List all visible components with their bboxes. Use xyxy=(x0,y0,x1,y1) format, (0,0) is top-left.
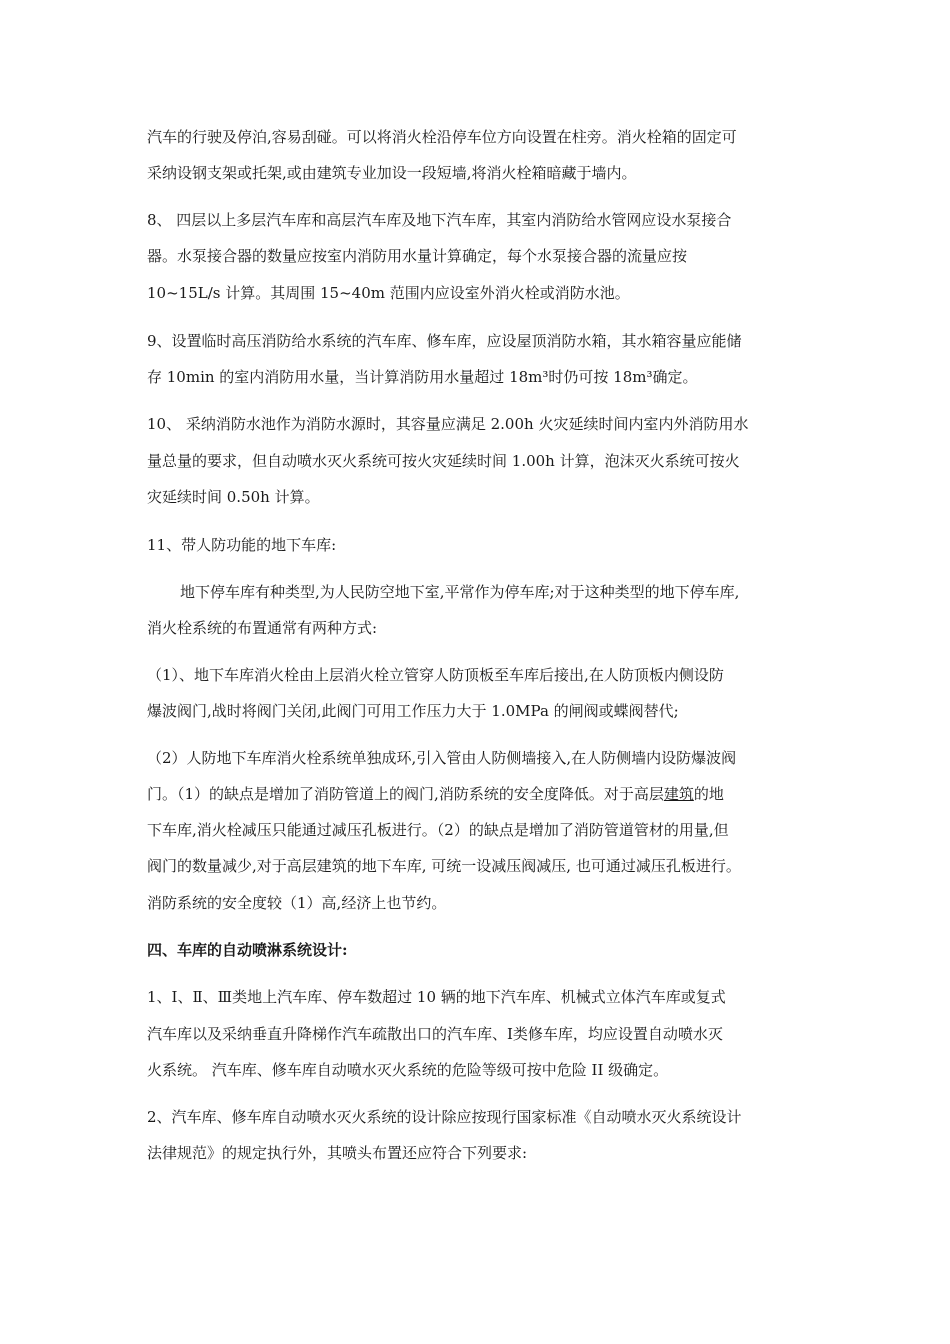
text-line: 汽车库以及采纳垂直升降梯作汽车疏散出口的汽车库、Ⅰ类修车库，均应设置自动喷水灭 xyxy=(147,1025,723,1043)
text-line: 采纳设钢支架或托架,或由建筑专业加设一段短墙,将消火栓箱暗藏于墙内。 xyxy=(147,164,637,182)
text-line: 9、设置临时高压消防给水系统的汽车库、修车库，应设屋顶消防水箱，其水箱容量应能储 xyxy=(147,332,742,350)
text-line: 存 10min 的室内消防用水量，当计算消防用水量超过 18m³时仍可按 18m³确定。 xyxy=(147,368,698,386)
text-line: 量总量的要求，但自动喷水灭火系统可按火灾延续时间 1.00h 计算，泡沫灭火系统可按火 xyxy=(147,452,740,470)
text-line: 2、汽车库、修车库自动喷水灭火系统的设计除应按现行国家标准《自动喷水灭火系统设计 xyxy=(147,1108,742,1126)
text-line-with-underline xyxy=(147,784,724,804)
text-line: 10~15L/s 计算。其周围 15~40m 范围内应设室外消火栓或消防水池。 xyxy=(147,284,630,302)
text-line: 爆波阀门,战时将阀门关闭,此阀门可用工作压力大于 1.0MPa 的闸阀或蝶阀替代; xyxy=(147,702,679,720)
underlined-word: 建筑 xyxy=(663,785,694,803)
text-line: 消火栓系统的布置通常有两种方式: xyxy=(147,619,378,637)
text-line: 地下停车库有种类型,为人民防空地下室,平常作为停车库;对于这种类型的地下停车库, xyxy=(180,583,740,601)
text-line: 1、Ⅰ、Ⅱ、Ⅲ类地上汽车库、停车数超过 10 辆的地下汽车库、机械式立体汽车库或复式 xyxy=(147,988,726,1006)
section-heading: 四、车库的自动喷淋系统设计: xyxy=(147,941,348,959)
text-line: 11、带人防功能的地下车库: xyxy=(147,536,337,554)
text-line: 火系统。 汽车库、修车库自动喷水灭火系统的危险等级可按中危险 II 级确定。 xyxy=(147,1061,669,1079)
text-line: （2）人防地下车库消火栓系统单独成环,引入管由人防侧墙接入,在人防侧墙内设防爆波阀 xyxy=(147,749,737,767)
text-line: 器。水泵接合器的数量应按室内消防用水量计算确定，每个水泵接合器的流量应按 xyxy=(147,247,688,265)
text-line: 8、 四层以上多层汽车库和高层汽车库及地下汽车库，其室内消防给水管网应设水泵接合 xyxy=(147,211,732,229)
text-segment: 门。（1）的缺点是增加了消防管道上的阀门,消防系统的安全度降低。对于高层 xyxy=(147,785,664,803)
text-segment: 的地 xyxy=(693,785,724,803)
text-line: 汽车的行驶及停泊,容易刮碰。可以将消火栓沿停车位方向设置在柱旁。消火栓箱的固定可 xyxy=(147,128,737,146)
text-line: 法律规范》的规定执行外，其喷头布置还应符合下列要求: xyxy=(147,1144,528,1162)
text-line: 阀门的数量减少,对于高层建筑的地下车库, 可统一设减压阀减压, 也可通过减压孔板进行。 xyxy=(147,857,741,875)
text-line: （1）、地下车库消火栓由上层消火栓立管穿人防顶板至车库后接出,在人防顶板内侧设防 xyxy=(147,666,724,684)
text-line: 灾延续时间 0.50h 计算。 xyxy=(147,488,320,506)
text-line: 10、 采纳消防水池作为消防水源时，其容量应满足 2.00h 火灾延续时间内室内外消防用水 xyxy=(147,415,749,433)
text-line: 消防系统的安全度较（1）高,经济上也节约。 xyxy=(147,894,447,912)
text-line: 下车库,消火栓减压只能通过减压孔板进行。（2）的缺点是增加了消防管道管材的用量,但 xyxy=(147,821,729,839)
